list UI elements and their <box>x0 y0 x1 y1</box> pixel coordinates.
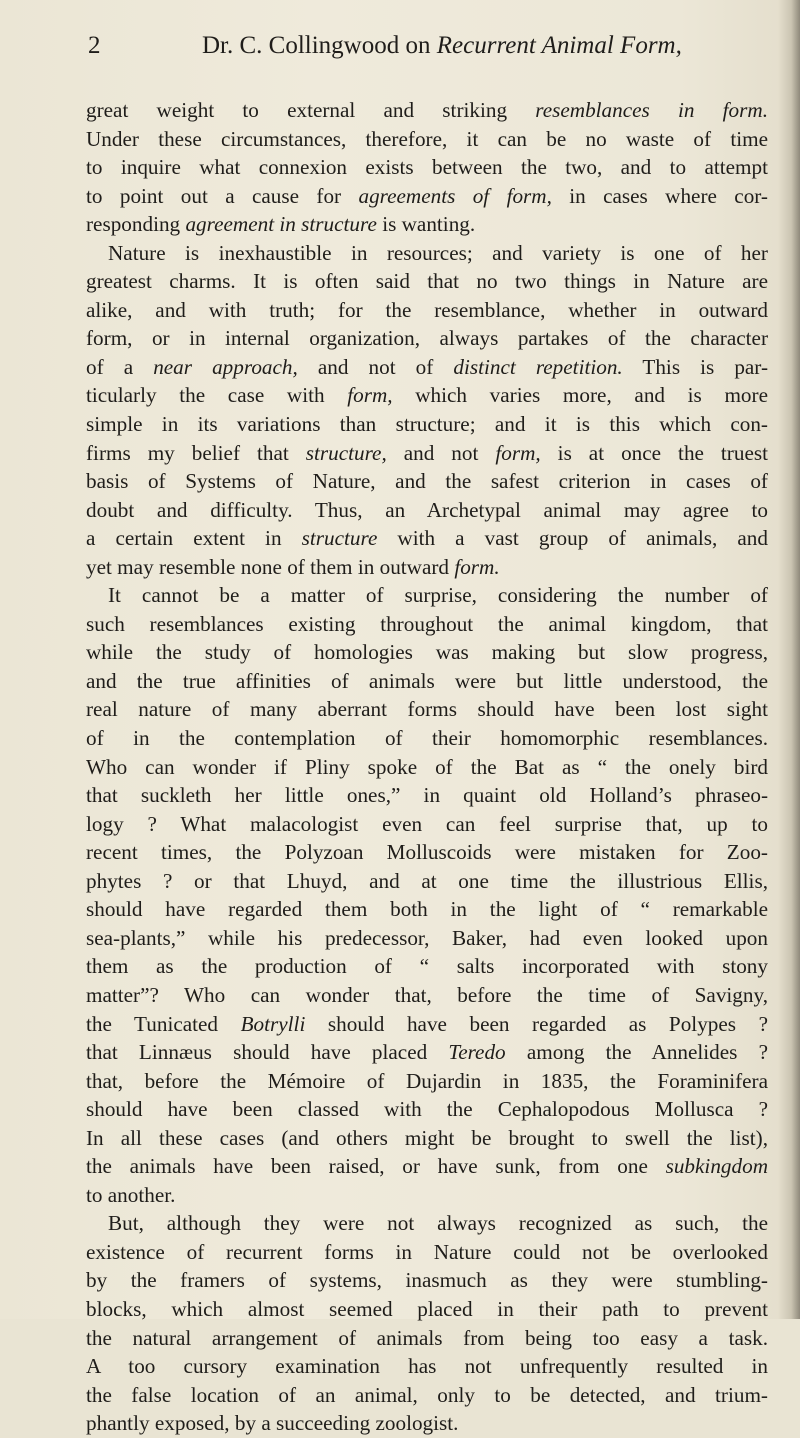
running-head-title: Recurrent Animal Form, <box>436 32 682 59</box>
text-line: In all these cases (and others might be brought to swell the list), <box>86 1125 768 1150</box>
text-line: alike, and with truth; for the resemblance, whether in outward <box>86 297 768 322</box>
text-line: by the framers of systems, inasmuch as they were stumbling- <box>86 1268 768 1293</box>
text-line: matter”? Who can wonder that, before the time of Savigny, <box>86 982 768 1007</box>
running-head <box>202 32 682 60</box>
text-line: of a near approach, and not of distinct repetition. This is par- <box>86 354 768 379</box>
text-line: the false location of an animal, only to be detected, and trium- <box>86 1382 768 1407</box>
paragraph <box>86 581 768 1209</box>
italic-term: subkingdom <box>665 1154 768 1179</box>
text-line: real nature of many aberrant forms should have been lost sight <box>86 697 768 722</box>
page-number: 2 <box>88 32 101 59</box>
text-line: that Linnæus should have placed Teredo among the Annelides ? <box>86 1040 768 1065</box>
italic-term: resemblances in form. <box>535 98 768 122</box>
italic-term: Botrylli <box>240 1011 306 1036</box>
text-line: Nature is inexhaustible in resources; and variety is one of her <box>108 240 768 265</box>
text-line: to point out a cause for agreements of form, in cases where cor- <box>86 183 768 208</box>
text-line: should have been classed with the Cephalopodous Mollusca ? <box>86 1097 768 1122</box>
text-line: logy ? What malacologist even can feel surprise that, up to <box>86 811 768 836</box>
text-line: the animals have been raised, or have sunk, from one subkingdom <box>86 1154 768 1179</box>
text-line: recent times, the Polyzoan Molluscoids were mistaken for Zoo- <box>86 840 768 865</box>
text-line: doubt and difficulty. Thus, an Archetypal animal may agree to <box>86 497 768 522</box>
text-line: and the true affinities of animals were but little understood, the <box>86 668 768 693</box>
italic-term: form, <box>347 383 393 408</box>
text-line: that, before the Mémoire of Dujardin in 1835, the Foraminifera <box>86 1068 768 1093</box>
text-line: should have regarded them both in the light of “ remarkable <box>86 897 768 922</box>
body-text <box>86 96 768 1438</box>
text-line: basis of Systems of Nature, and the safest criterion in cases of <box>86 469 768 494</box>
text-line: simple in its variations than structure; and it is this which con- <box>86 412 768 437</box>
page-edge-shadow <box>778 0 800 1319</box>
text-line: A too cursory examination has not unfrequently resulted in <box>86 1354 768 1379</box>
text-line: It cannot be a matter of surprise, considering the number of <box>108 583 768 608</box>
text-line: while the study of homologies was making but slow progress, <box>86 640 768 665</box>
paragraph <box>86 1209 768 1437</box>
text-line: the Tunicated Botrylli should have been regarded as Polypes ? <box>86 1011 768 1036</box>
text-line: that suckleth her little ones,” in quaint old Holland’s phraseo- <box>86 783 768 808</box>
italic-term: form, <box>495 440 541 465</box>
text-line: sea-plants,” while his predecessor, Baker, had even looked upon <box>86 925 768 950</box>
text-line: Who can wonder if Pliny spoke of the Bat as “ the onely bird <box>86 754 768 779</box>
text-line: to inquire what connexion exists between the two, and to attempt <box>86 155 768 180</box>
text-line: the natural arrangement of animals from being too easy a task. <box>86 1325 768 1350</box>
italic-term: form. <box>454 554 500 579</box>
italic-term: structure, <box>305 440 387 465</box>
text-line: blocks, which almost seemed placed in their path to prevent <box>86 1296 768 1321</box>
running-head-author: Dr. C. Collingwood on <box>202 32 437 59</box>
text-line: firms my belief that structure, and not form, is at once the truest <box>86 440 768 465</box>
text-line: yet may resemble none of them in outward form. <box>86 554 500 579</box>
page-header <box>88 32 728 72</box>
text-line: of in the contemplation of their homomorphic resemblances. <box>86 726 768 751</box>
italic-term: agreements of form, <box>358 183 552 208</box>
italic-term: near approach, <box>153 354 298 379</box>
italic-term: distinct repetition. <box>453 354 623 379</box>
text-line: Under these circumstances, therefore, it can be no waste of time <box>86 126 768 151</box>
text-line: greatest charms. It is often said that no two things in Nature are <box>86 269 768 294</box>
text-line: a certain extent in structure with a vast group of animals, and <box>86 526 768 551</box>
paragraph <box>86 239 768 582</box>
text-line: form, or in internal organization, always partakes of the character <box>86 326 768 351</box>
text-line: them as the production of “ salts incorporated with stony <box>86 954 768 979</box>
italic-term: agreement in structure <box>185 212 377 237</box>
text-line: phytes ? or that Lhuyd, and at one time the illustrious Ellis, <box>86 868 768 893</box>
text-line: to another. <box>86 1182 176 1207</box>
paragraph <box>86 96 768 239</box>
text-line: responding agreement in structure is wanting. <box>86 212 476 237</box>
text-line: But, although they were not always recognized as such, the <box>108 1211 768 1236</box>
italic-term: structure <box>301 526 378 551</box>
text-line: existence of recurrent forms in Nature could not be overlooked <box>86 1239 768 1264</box>
text-line: great weight to external and striking resemblances in form. <box>86 98 768 122</box>
text-line: such resemblances existing throughout the animal kingdom, that <box>86 611 768 636</box>
text-line: phantly exposed, by a succeeding zoologist. <box>86 1411 459 1436</box>
italic-term: Teredo <box>448 1040 506 1065</box>
text-line: ticularly the case with form, which varies more, and is more <box>86 383 768 408</box>
